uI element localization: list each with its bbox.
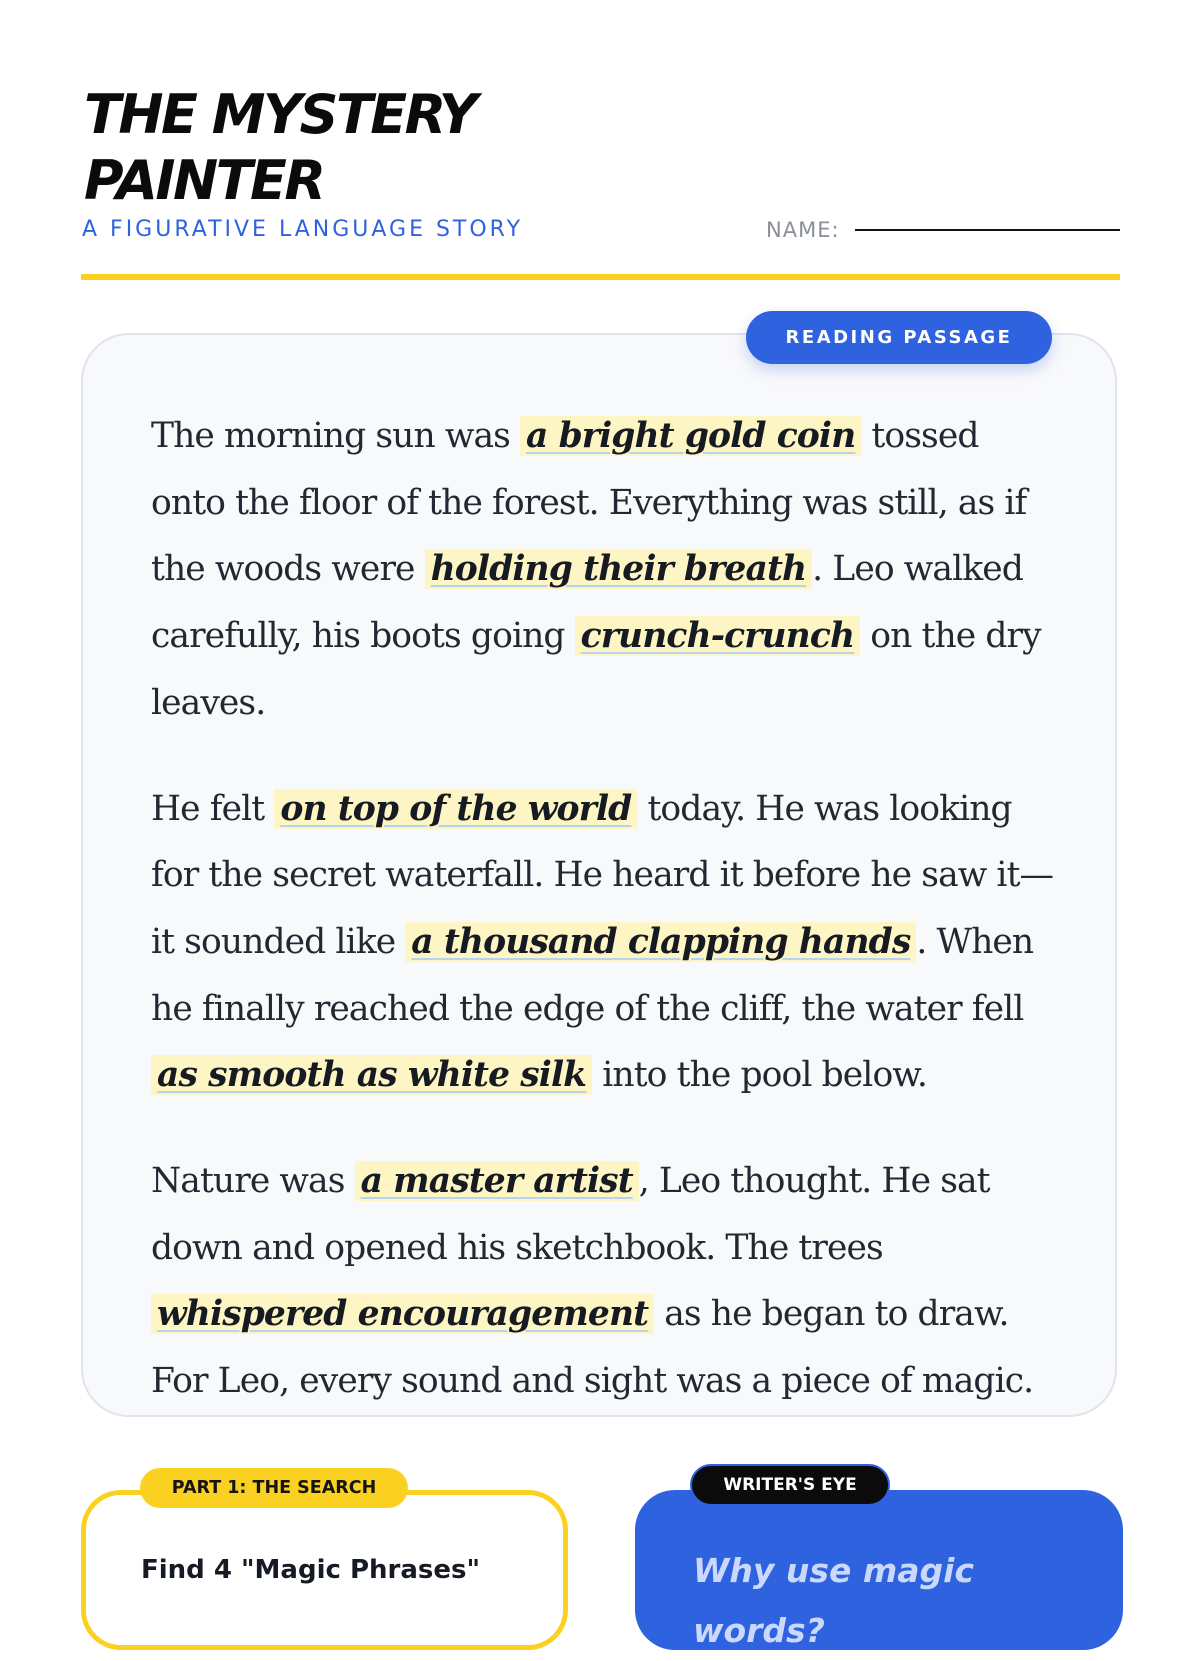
part1-badge: PART 1: THE SEARCH <box>140 1468 408 1508</box>
page-subtitle: A FIGURATIVE LANGUAGE STORY <box>82 217 524 242</box>
page-title <box>84 82 644 214</box>
writers-eye-question: Why use magic words? <box>693 1551 975 1650</box>
header-divider <box>81 274 1120 280</box>
passage-text: . Leo walked carefully, his boots going <box>151 549 1023 657</box>
passage-paragraph <box>151 403 1061 737</box>
magic-phrase-highlight: whispered encouragement <box>151 1294 654 1334</box>
writers-eye-badge: WRITER'S EYE <box>690 1464 890 1506</box>
passage-text: . When he finally reached the edge of the cliff, the water fell <box>151 921 1034 1029</box>
magic-phrase-highlight: a thousand clapping hands <box>405 922 916 962</box>
magic-phrase-highlight: a master artist <box>355 1161 639 1201</box>
passage-text: The morning sun was <box>151 416 520 456</box>
passage-text: today. He was looking for the secret waterfall. He heard it before he saw it—it sounded like <box>151 788 1054 962</box>
magic-phrase-highlight: as smooth as white silk <box>151 1055 592 1095</box>
passage-text: as he began to draw. For Leo, every sound and sight was a piece of magic. <box>151 1294 1034 1402</box>
reading-passage-text <box>151 403 1061 1454</box>
title-line-2: PAINTER <box>84 149 324 212</box>
reading-passage-badge: READING PASSAGE <box>746 311 1052 364</box>
part1-instruction: Find 4 "Magic Phrases" <box>141 1555 481 1585</box>
passage-paragraph <box>151 1148 1061 1415</box>
title-line-1: THE MYSTERY <box>84 83 476 146</box>
passage-text: into the pool below. <box>592 1055 927 1096</box>
passage-text: tossed onto the floor of the forest. Everything was still, as if the woods were <box>151 416 1027 590</box>
passage-text: Nature was <box>151 1161 355 1202</box>
magic-phrase-highlight: holding their breath <box>425 549 813 589</box>
name-label: NAME: <box>766 218 840 242</box>
passage-text: , Leo thought. He sat down and opened his sketchbook. The trees <box>151 1161 990 1268</box>
magic-phrase-highlight: a bright gold coin <box>520 416 861 456</box>
magic-phrase-highlight: crunch-crunch <box>575 616 861 656</box>
passage-paragraph <box>151 776 1061 1110</box>
name-input-line[interactable] <box>855 229 1120 231</box>
passage-text: He felt <box>151 788 275 829</box>
magic-phrase-highlight: on top of the world <box>274 789 637 829</box>
passage-text: on the dry leaves. <box>151 616 1041 723</box>
